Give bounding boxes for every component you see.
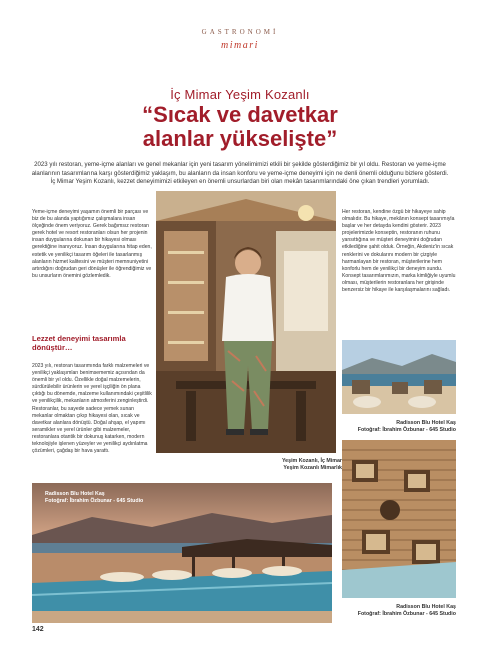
pool-caption-credit: Fotoğraf: İbrahim Özbunar - 645 Studio bbox=[45, 498, 144, 504]
portrait-photo bbox=[156, 191, 336, 453]
article-intro: 2023 yılı restoran, yeme-içme alanları ve genel mekanlar için yeni tasarım yönelimimizi etkili bir şekilde gösterdiğimiz bir yıl oldu. Restoran ve yeme-içme alanlarının tasarımlarına karşı gösterdiğimiz yaklaşım, bu alanların da insan konforu ve yeme-içme deneyimi için ne denli önemli olduğunu bizlere gösterdi. İç Mimar Yeşim Kozanlı, kezzet deneyimimizi etkileyen en önemli unsurlardan biri olan mekân tasarımlarındaki öne çıkan trendleri yorumladı. bbox=[31, 161, 449, 186]
left-column-paragraph-2: 2023 yılı, restoran tasarımında farklı malzemeleri ve yenilikçi yaklaşımları benimsememiz açısından da önemli bir yıl oldu. Özellikle doğal malzemelerin, sürdürülebilir ürünlerin ve yerel işçiliğin ön plana çıktığı bu dönemde, malzeme kullanımındaki çeşitlilik ve yenilikçilik, mekanların atmosferini zenginleştirdi. Restoranlar, bu sayede sadece yemek sunan mekanlar olmaktan çıkıp hikayesi olan, sıcak ve davetkar alanlara dönüştü. Doğal ahşap, el yapımı seramikler ve yerel ürünler gibi malzemeler, restoranlara otantik bir dokunuş katarken, modern teknolojiyle işlenen yüzeyler ve yenilikçi aydınlatma çözümleri, çağdaş bir hava yarattı. bbox=[32, 363, 152, 455]
right-column bbox=[342, 209, 456, 294]
terrace-caption-credit: Fotoğraf: İbrahim Özbunar - 645 Studio bbox=[357, 427, 456, 433]
terrace-photo-caption bbox=[342, 420, 456, 434]
left-column-bottom bbox=[32, 363, 154, 455]
headline-line-2: alanlar yükselişte” bbox=[142, 126, 338, 151]
portrait-caption-firm: Yeşim Kozanlı Mimarlık bbox=[283, 465, 342, 471]
article-subhead: Lezzet deneyimi tasarımla dönüştür… bbox=[32, 334, 126, 352]
headline-line-1: “Sıcak ve davetkar bbox=[142, 102, 338, 127]
section-label: GASTRONOMİ bbox=[201, 28, 279, 36]
portrait-caption bbox=[230, 458, 342, 472]
article-kicker: İç Mimar Yeşim Kozanlı bbox=[170, 87, 310, 102]
article-headline bbox=[0, 103, 480, 151]
pool-caption-hotel: Radisson Blu Hotel Kaş bbox=[45, 491, 105, 497]
portrait-caption-name: Yeşim Kozanlı, İç Mimar bbox=[281, 458, 342, 464]
right-column-paragraph: Her restoran, kendine özgü bir hikayeye sahip olmalıdır. Bu hikaye, mekânın konsept tasarımıyla başlar ve her detayda kendini gösterir. 2023 projelerimizde konseptin, restoranın ruhunu yansıttığına ve müşteri deneyimini doğrudan etkilediğine şahit olduk. Örneğin, Akdeniz’in sıcak renklerini ve dokularını modern bir çizgiyle harmanlayan bir restoran, müşterilerine hem konforlu hem de yenilikçi bir deneyim sundu. Konsept tasarımlarımızın, marka kimliğiyle uyumlu olması, müşterilerin restoranlara her girişinde benzersiz bir hikaye ile karşılaşmalarını sağladı. bbox=[342, 209, 456, 294]
deck-caption-hotel: Radisson Blu Hotel Kaş bbox=[396, 604, 456, 610]
left-column-paragraph-1: Yeme-içme deneyimi yaşamın önemli bir parçası ve biz de bu alanda yaptığımız çalışmalara insan ölçeğinde önem veriyoruz. Gerek bağımsız restoran gerek hotel ve resort restoranları olsun her projenin insan duygularına dokunan bir hikayesi olması gerektiğine inanıyoruz. İnsan duygularına hitap eden, estetik ve yenilikçi tasarım öğeleri ile tasarlanmış alanların hizmet kalitesini ve müşteri memnuniyetini artırdığını doğrudan geri dönüşler ile öğrendiğimiz ve bu unsurların önemini gözlemledik. bbox=[32, 209, 152, 279]
terrace-photo bbox=[342, 340, 456, 414]
deck-photo-caption bbox=[342, 604, 456, 618]
terrace-caption-hotel: Radisson Blu Hotel Kaş bbox=[396, 420, 456, 426]
section-sublabel: mimari bbox=[221, 40, 259, 51]
pool-photo-caption bbox=[45, 491, 195, 505]
deck-photo bbox=[342, 440, 456, 598]
page-number: 142 bbox=[32, 626, 44, 633]
deck-caption-credit: Fotoğraf: İbrahim Özbunar - 645 Studio bbox=[357, 611, 456, 617]
left-column-top bbox=[32, 209, 154, 280]
